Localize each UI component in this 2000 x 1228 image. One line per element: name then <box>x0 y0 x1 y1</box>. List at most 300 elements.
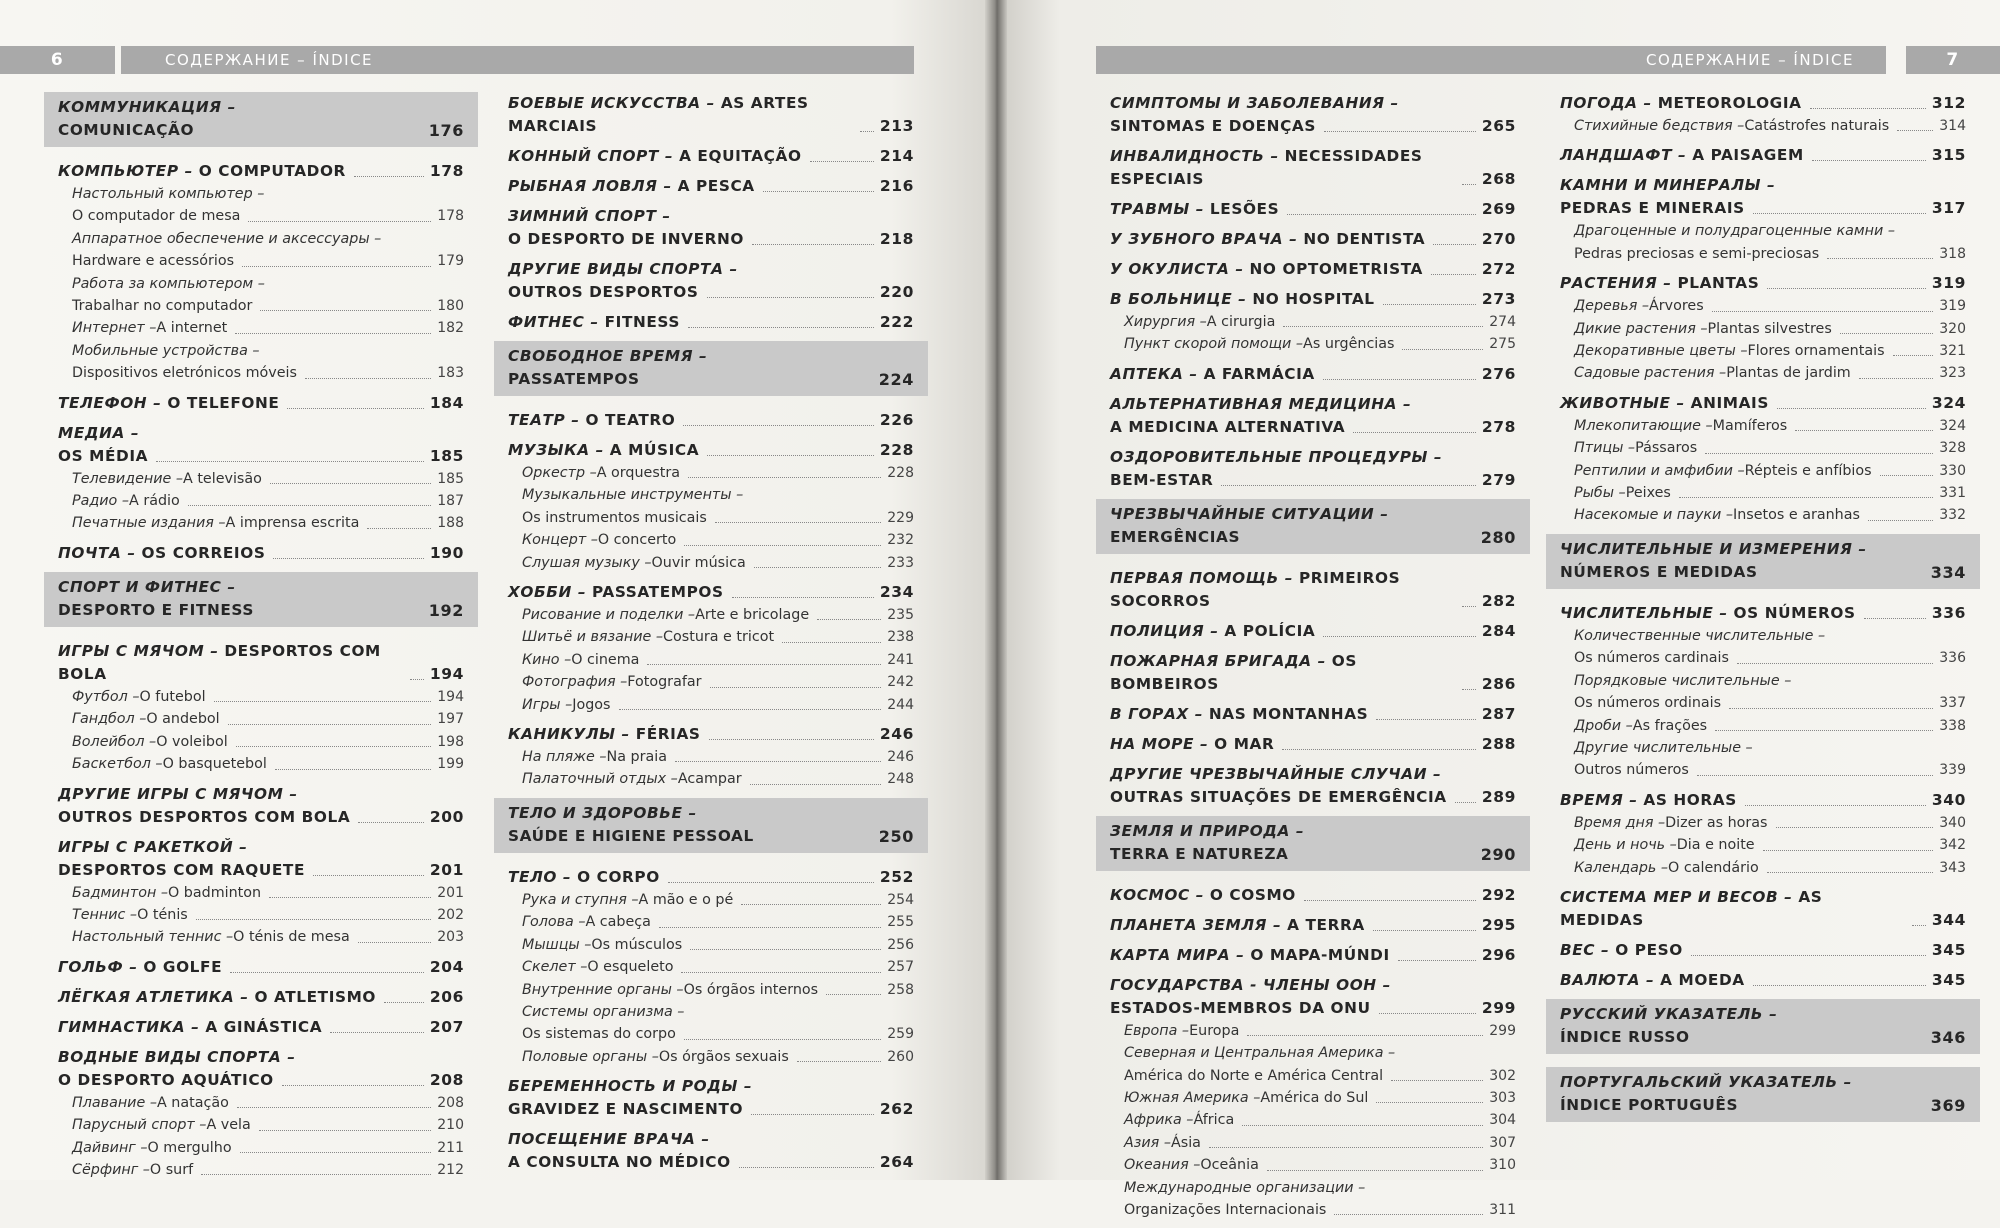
toc-entry[interactable] <box>1560 886 1966 932</box>
header-title: СОДЕРЖАНИЕ – ÍNDICE <box>1645 51 1854 69</box>
toc-subentry[interactable] <box>58 512 464 534</box>
subentry-page-number: 203 <box>437 929 464 946</box>
toc-entry-title[interactable] <box>1560 602 1966 625</box>
toc-subentry[interactable] <box>58 882 464 904</box>
toc-entry-title[interactable] <box>58 1046 464 1092</box>
section-header[interactable] <box>1546 999 1980 1054</box>
toc-entry-text: КОННЫЙ СПОРТ – A EQUITAÇÃO <box>508 147 802 165</box>
toc-entry-line <box>1110 198 1516 221</box>
toc-entry-line <box>1110 620 1516 643</box>
toc-subentry[interactable] <box>1560 737 1966 782</box>
toc-entry-line <box>58 1046 464 1069</box>
toc-subentry[interactable] <box>1110 333 1516 355</box>
toc-subentry[interactable] <box>1560 295 1966 317</box>
leader-dots <box>1859 378 1934 379</box>
leader-dots <box>1691 955 1926 956</box>
toc-entry-title[interactable] <box>508 1128 914 1174</box>
toc-subentry-line <box>1124 1199 1516 1221</box>
toc-entry-line <box>1110 703 1516 726</box>
section-header[interactable] <box>494 341 928 396</box>
toc-subentry[interactable] <box>508 552 914 574</box>
toc-entry-title[interactable] <box>1560 272 1966 295</box>
subentry-russian: Системы организма – <box>522 1003 685 1020</box>
toc-entry-title[interactable] <box>58 160 464 183</box>
toc-entry[interactable] <box>508 92 914 138</box>
toc-subentry[interactable] <box>1110 1132 1516 1154</box>
leader-dots <box>647 664 881 665</box>
toc-subentry-line <box>72 1114 464 1136</box>
toc-entry-line <box>1560 272 1966 295</box>
toc-subentry-line <box>72 686 464 708</box>
toc-entry-title[interactable] <box>1110 944 1516 967</box>
toc-page-number: 214 <box>879 147 914 165</box>
toc-entry-title[interactable] <box>1560 789 1966 812</box>
toc-subentry[interactable] <box>1560 812 1966 834</box>
toc-subentry[interactable] <box>58 753 464 775</box>
section-header[interactable] <box>44 92 478 147</box>
toc-entry-title[interactable] <box>1110 567 1516 613</box>
subentry-portuguese: Plantas de jardim <box>1726 365 1851 382</box>
toc-entry[interactable] <box>1110 567 1516 613</box>
toc-subentry[interactable] <box>1560 857 1966 879</box>
toc-entry[interactable] <box>1110 363 1516 386</box>
toc-entry-line <box>1110 997 1516 1020</box>
toc-subentry-line <box>522 1046 914 1068</box>
toc-subentry[interactable] <box>58 1159 464 1181</box>
toc-entry[interactable] <box>1560 144 1966 167</box>
leader-dots <box>305 378 431 379</box>
toc-entry[interactable] <box>1110 288 1516 356</box>
toc-entry[interactable] <box>1110 258 1516 281</box>
toc-entry-title[interactable] <box>1560 392 1966 415</box>
toc-subentry[interactable] <box>1560 362 1966 384</box>
toc-subentry[interactable] <box>58 490 464 512</box>
toc-entry-title[interactable] <box>58 422 464 468</box>
section-title-text: ПОРТУГАЛЬСКИЙ УКАЗАТЕЛЬ – <box>1560 1072 1852 1091</box>
toc-entry-title[interactable] <box>508 866 914 889</box>
toc-entry-text: O DESPORTO DE INVERNO <box>508 230 745 248</box>
toc-subentry[interactable] <box>508 768 914 790</box>
subentry-portuguese: As frações <box>1632 717 1708 734</box>
subentry-russian: Международные организации – <box>1124 1179 1366 1196</box>
toc-entry-title[interactable] <box>1110 763 1516 809</box>
toc-subentry[interactable] <box>1110 1042 1516 1087</box>
toc-subentry[interactable] <box>1560 340 1966 362</box>
toc-entry[interactable] <box>58 1016 464 1039</box>
subentry-portuguese: Ásia <box>1170 1134 1201 1151</box>
toc-entry-title[interactable] <box>1110 258 1516 281</box>
toc-subentry-line <box>72 926 464 948</box>
toc-subentry[interactable] <box>1560 670 1966 715</box>
toc-subentry[interactable] <box>1110 1109 1516 1131</box>
toc-entry-title[interactable] <box>508 409 914 432</box>
toc-subentry-line <box>522 934 914 956</box>
toc-subentry[interactable] <box>508 746 914 768</box>
toc-entry[interactable] <box>58 422 464 535</box>
toc-subentry[interactable] <box>58 317 464 339</box>
toc-subentry-line <box>72 490 464 512</box>
toc-subentry-line <box>522 484 914 506</box>
leader-dots <box>358 822 424 823</box>
toc-subentry-line <box>72 468 464 490</box>
leader-dots <box>201 1174 431 1175</box>
toc-entry[interactable] <box>1560 602 1966 782</box>
toc-entry-text: В ГОРАХ – NAS MONTANHAS <box>1110 704 1369 723</box>
toc-entry-text: ПОЖАРНАЯ БРИГАДА – OS BOMBEIROS <box>1110 651 1357 693</box>
header-title: СОДЕРЖАНИЕ – ÍNDICE <box>165 51 374 69</box>
toc-entry-text: ЖИВОТНЫЕ – ANIMAIS <box>1560 393 1769 412</box>
leader-dots <box>1767 872 1934 873</box>
leader-dots <box>739 1167 874 1168</box>
leader-dots <box>1398 960 1476 961</box>
leader-dots <box>269 897 431 898</box>
toc-subentry[interactable] <box>1560 482 1966 504</box>
toc-entry-title[interactable] <box>1110 228 1516 251</box>
toc-subentry[interactable] <box>1560 115 1966 137</box>
leader-dots <box>1383 304 1476 305</box>
toc-subentry[interactable] <box>508 889 914 911</box>
toc-subentry[interactable] <box>1560 415 1966 437</box>
toc-subentry[interactable] <box>1110 311 1516 333</box>
toc-subentry[interactable] <box>508 1046 914 1068</box>
toc-entry-title[interactable] <box>1110 733 1516 756</box>
leader-dots <box>242 266 431 267</box>
toc-subentry[interactable] <box>508 671 914 693</box>
toc-subentry-line <box>522 694 914 716</box>
toc-entry-title[interactable] <box>1560 144 1966 167</box>
subentry-page-number: 342 <box>1939 837 1966 854</box>
toc-entry-title[interactable] <box>1560 939 1966 962</box>
toc-entry[interactable] <box>508 1075 914 1121</box>
subentry-russian: Млекопитающие – <box>1574 417 1713 434</box>
toc-entry-title[interactable] <box>508 581 914 604</box>
toc-entry-line <box>1110 228 1516 251</box>
toc-entry[interactable] <box>1560 392 1966 527</box>
subentry-page-number: 340 <box>1939 814 1966 831</box>
subentry-russian: Интернет – <box>72 320 157 337</box>
toc-entry-line <box>1110 914 1516 937</box>
toc-entry[interactable] <box>1110 763 1516 809</box>
toc-entry-title[interactable] <box>1110 974 1516 1020</box>
subentry-russian: Музыкальные инструменты – <box>522 487 744 504</box>
subentry-russian: Палаточный отдых – <box>522 771 678 788</box>
toc-entry[interactable] <box>58 783 464 829</box>
toc-page-number: 218 <box>879 230 914 248</box>
toc-entry[interactable] <box>508 145 914 168</box>
toc-entry[interactable] <box>508 311 914 334</box>
toc-entry-title[interactable] <box>1110 92 1516 138</box>
section-header[interactable] <box>1546 1067 1980 1122</box>
toc-entry-title[interactable] <box>58 836 464 882</box>
toc-subentry[interactable] <box>1560 318 1966 340</box>
toc-entry-title[interactable] <box>58 1016 464 1039</box>
toc-entry-title[interactable] <box>1110 393 1516 439</box>
subentry-page-number: 233 <box>887 554 914 571</box>
leader-dots <box>240 1152 432 1153</box>
toc-subentry[interactable] <box>1560 460 1966 482</box>
toc-subentry[interactable] <box>58 468 464 490</box>
leader-dots <box>1893 355 1934 356</box>
toc-subentry[interactable] <box>508 979 914 1001</box>
section-header[interactable] <box>494 798 928 853</box>
toc-entry[interactable] <box>508 866 914 1068</box>
toc-entry[interactable] <box>1560 174 1966 265</box>
toc-subentry[interactable] <box>508 462 914 484</box>
toc-entry[interactable] <box>508 1128 914 1174</box>
toc-page-number: 345 <box>1931 940 1966 959</box>
toc-subentry[interactable] <box>1110 1154 1516 1176</box>
toc-page-number: 273 <box>1481 290 1516 308</box>
toc-entry[interactable] <box>508 205 914 251</box>
toc-entry[interactable] <box>1110 228 1516 251</box>
subentry-russian: Дроби – <box>1574 717 1633 734</box>
leader-dots <box>684 1039 881 1040</box>
toc-subentry[interactable] <box>58 273 464 318</box>
toc-entry-title[interactable] <box>508 92 914 138</box>
toc-entry-title[interactable] <box>1560 92 1966 115</box>
toc-entry-title[interactable] <box>1110 703 1516 726</box>
toc-subentry[interactable] <box>58 183 464 228</box>
toc-subentry[interactable] <box>1560 437 1966 459</box>
subentry-russian: Другие числительные – <box>1574 739 1753 756</box>
toc-subentry[interactable] <box>58 228 464 273</box>
toc-entry-title[interactable] <box>1560 969 1966 992</box>
toc-entry[interactable] <box>1110 733 1516 756</box>
toc-subentry[interactable] <box>508 604 914 626</box>
toc-entry-title[interactable] <box>508 439 914 462</box>
toc-subentry[interactable] <box>58 1137 464 1159</box>
subentry-russian: Оркестр – <box>522 465 597 481</box>
toc-entry-title[interactable] <box>508 175 914 198</box>
section-header[interactable] <box>1096 816 1530 871</box>
toc-subentry[interactable] <box>1110 1020 1516 1042</box>
subentry-page-number: 320 <box>1939 320 1966 337</box>
toc-entry-text: КОМПЬЮТЕР – O COMPUTADOR <box>58 162 346 180</box>
section-header[interactable] <box>1096 499 1530 554</box>
subentry-russian: Бадминтон – <box>72 884 168 901</box>
toc-subentry[interactable] <box>508 484 914 529</box>
toc-entry-text: РАСТЕНИЯ – PLANTAS <box>1560 274 1760 293</box>
toc-page-number: 344 <box>1931 910 1966 929</box>
subentry-russian: Стихийные бедствия – <box>1574 118 1745 134</box>
toc-entry[interactable] <box>1110 650 1516 696</box>
toc-page-number: 289 <box>1481 787 1516 806</box>
toc-entry[interactable] <box>508 723 914 791</box>
section-header[interactable] <box>44 572 478 627</box>
subentry-page-number: 310 <box>1489 1157 1516 1174</box>
toc-subentry[interactable] <box>58 708 464 730</box>
toc-subentry[interactable] <box>508 694 914 716</box>
leader-dots <box>156 461 424 462</box>
toc-entry[interactable] <box>58 956 464 979</box>
subentry-portuguese: O surf <box>149 1161 194 1178</box>
leader-dots <box>1287 214 1476 215</box>
toc-entry[interactable] <box>1560 939 1966 962</box>
toc-subentry[interactable] <box>1110 1087 1516 1109</box>
subentry-russian: Океания – <box>1124 1157 1201 1174</box>
toc-entry-title[interactable] <box>508 311 914 334</box>
toc-entry-title[interactable] <box>58 783 464 829</box>
subentry-page-number: 330 <box>1939 462 1966 479</box>
subentry-russian: Северная и Центральная Америка – <box>1124 1045 1396 1062</box>
toc-subentry[interactable] <box>58 1092 464 1114</box>
toc-entry-title[interactable] <box>1110 884 1516 907</box>
toc-entry-text: ВОДНЫЕ ВИДЫ СПОРТА – <box>58 1047 296 1066</box>
toc-entry[interactable] <box>1110 446 1516 492</box>
toc-entry[interactable] <box>1110 198 1516 221</box>
toc-entry-title[interactable] <box>1110 198 1516 221</box>
toc-entry-title[interactable] <box>58 640 464 686</box>
toc-entry-title[interactable] <box>508 205 914 251</box>
subentry-page-number: 228 <box>887 465 914 481</box>
leader-dots <box>732 597 874 598</box>
toc-entry[interactable] <box>58 640 464 776</box>
toc-entry[interactable] <box>1110 944 1516 967</box>
subentry-portuguese: Acampar <box>677 771 742 788</box>
toc-subentry[interactable] <box>58 340 464 385</box>
leader-dots <box>683 425 873 426</box>
toc-entry[interactable] <box>1110 92 1516 138</box>
toc-subentry[interactable] <box>58 1114 464 1136</box>
toc-entry-line <box>1110 115 1516 138</box>
toc-entry[interactable] <box>508 258 914 304</box>
toc-subentry[interactable] <box>1560 625 1966 670</box>
section-title-row <box>58 576 464 599</box>
toc-subentry[interactable] <box>1560 220 1966 265</box>
toc-entry[interactable] <box>1110 914 1516 937</box>
toc-entry[interactable] <box>1110 974 1516 1222</box>
toc-entry[interactable] <box>1560 272 1966 385</box>
toc-entry-text: КАРТА МИРА – O MAPA-MÚNDI <box>1110 945 1390 964</box>
toc-entry[interactable] <box>58 986 464 1009</box>
toc-entry[interactable] <box>1560 92 1966 137</box>
page-number-right <box>1906 46 2000 74</box>
toc-entry[interactable] <box>1560 789 1966 879</box>
subentry-page-number: 202 <box>437 906 464 923</box>
leader-dots <box>1729 708 1933 709</box>
toc-entry[interactable] <box>1110 145 1516 191</box>
toc-entry-line <box>1110 446 1516 469</box>
toc-subentry[interactable] <box>508 911 914 933</box>
subentry-page-number: 336 <box>1939 650 1966 667</box>
subentry-portuguese: Os músculos <box>591 936 683 953</box>
toc-entry-line <box>58 640 464 686</box>
toc-subentry[interactable] <box>1560 504 1966 526</box>
toc-entry-title[interactable] <box>1110 363 1516 386</box>
toc-entry-title[interactable] <box>58 542 464 565</box>
section-title-text: ЗЕМЛЯ И ПРИРОДА – <box>1110 821 1305 840</box>
toc-entry[interactable] <box>58 392 464 415</box>
section-page-number: 176 <box>428 121 464 140</box>
subentry-page-number: 198 <box>437 733 464 750</box>
toc-entry[interactable] <box>1110 884 1516 907</box>
toc-subentry[interactable] <box>508 1001 914 1046</box>
toc-subentry-line <box>1574 812 1966 834</box>
toc-entry-title[interactable] <box>1560 886 1966 932</box>
toc-entry[interactable] <box>1110 620 1516 643</box>
toc-entry[interactable] <box>1560 969 1966 992</box>
toc-entry[interactable] <box>1110 703 1516 726</box>
toc-subentry[interactable] <box>508 934 914 956</box>
toc-entry-title[interactable] <box>1110 650 1516 696</box>
toc-page-number: 226 <box>879 411 914 429</box>
subentry-portuguese: O calendário <box>1668 859 1759 876</box>
toc-entry-title[interactable] <box>508 1075 914 1121</box>
toc-entry-title[interactable] <box>1560 174 1966 220</box>
subentry-page-number: 185 <box>437 470 464 487</box>
toc-subentry[interactable] <box>58 686 464 708</box>
toc-entry-text: БЕРЕМЕННОСТЬ И РОДЫ – <box>508 1077 753 1096</box>
toc-page-number: 200 <box>429 807 464 826</box>
subentry-portuguese: América do Norte e América Central <box>1124 1067 1384 1084</box>
toc-subentry[interactable] <box>508 956 914 978</box>
toc-entry-title[interactable] <box>58 392 464 415</box>
toc-entry-text: ВРЕМЯ – AS HORAS <box>1560 790 1737 809</box>
toc-entry[interactable] <box>58 836 464 949</box>
toc-entry-title[interactable] <box>508 258 914 304</box>
toc-entry-title[interactable] <box>58 956 464 979</box>
toc-entry[interactable] <box>508 581 914 716</box>
toc-subentry[interactable] <box>508 626 914 648</box>
toc-subentry[interactable] <box>58 926 464 948</box>
toc-entry[interactable] <box>508 175 914 198</box>
toc-entry-title[interactable] <box>508 145 914 168</box>
toc-entry-title[interactable] <box>58 986 464 1009</box>
toc-subentry[interactable] <box>58 904 464 926</box>
leader-dots <box>270 483 431 484</box>
toc-entry[interactable] <box>58 1046 464 1182</box>
toc-entry[interactable] <box>58 542 464 565</box>
toc-entry-title[interactable] <box>1110 288 1516 311</box>
toc-subentry[interactable] <box>1560 834 1966 856</box>
toc-entry[interactable] <box>58 160 464 385</box>
subentry-page-number: 319 <box>1939 298 1966 315</box>
toc-entry-text: ПЕРВАЯ ПОМОЩЬ – PRIMEIROS SOCORROS <box>1110 568 1401 610</box>
toc-entry-text: ПОЧТА – OS CORREIOS <box>58 543 266 562</box>
toc-entry-title[interactable] <box>1110 446 1516 492</box>
toc-subentry[interactable] <box>58 731 464 753</box>
toc-entry[interactable] <box>508 409 914 432</box>
toc-entry-title[interactable] <box>1110 145 1516 191</box>
toc-subentry[interactable] <box>508 649 914 671</box>
subentry-page-number: 331 <box>1939 485 1966 502</box>
toc-subentry[interactable] <box>508 529 914 551</box>
subentry-russian: Концерт – <box>522 532 598 549</box>
toc-entry-title[interactable] <box>1110 620 1516 643</box>
toc-entry[interactable] <box>1110 393 1516 439</box>
toc-entry-title[interactable] <box>508 723 914 746</box>
subentry-russian: Птицы – <box>1574 440 1636 457</box>
toc-page-number: 336 <box>1931 603 1966 622</box>
subentry-portuguese: Mamíferos <box>1712 417 1788 434</box>
toc-entry-text: СИМПТОМЫ И ЗАБОЛЕВАНИЯ – <box>1110 94 1399 112</box>
section-header[interactable] <box>1546 534 1980 589</box>
toc-entry[interactable] <box>508 439 914 574</box>
leader-dots <box>236 746 432 747</box>
toc-entry-text: АПТЕКА – A FARMÁCIA <box>1110 364 1315 383</box>
toc-subentry[interactable] <box>1110 1177 1516 1222</box>
toc-page-number: 206 <box>429 987 464 1006</box>
toc-subentry[interactable] <box>1560 715 1966 737</box>
subentry-page-number: 314 <box>1939 118 1966 134</box>
toc-entry-title[interactable] <box>1110 914 1516 937</box>
subentry-portuguese: A internet <box>156 320 228 337</box>
subentry-russian: Дайвинг – <box>72 1139 148 1156</box>
leader-dots <box>1715 730 1933 731</box>
leader-dots <box>688 327 874 328</box>
section-title-text: ЧИСЛИТЕЛЬНЫЕ И ИЗМЕРЕНИЯ – <box>1560 539 1867 558</box>
toc-subentry-line <box>72 205 464 227</box>
